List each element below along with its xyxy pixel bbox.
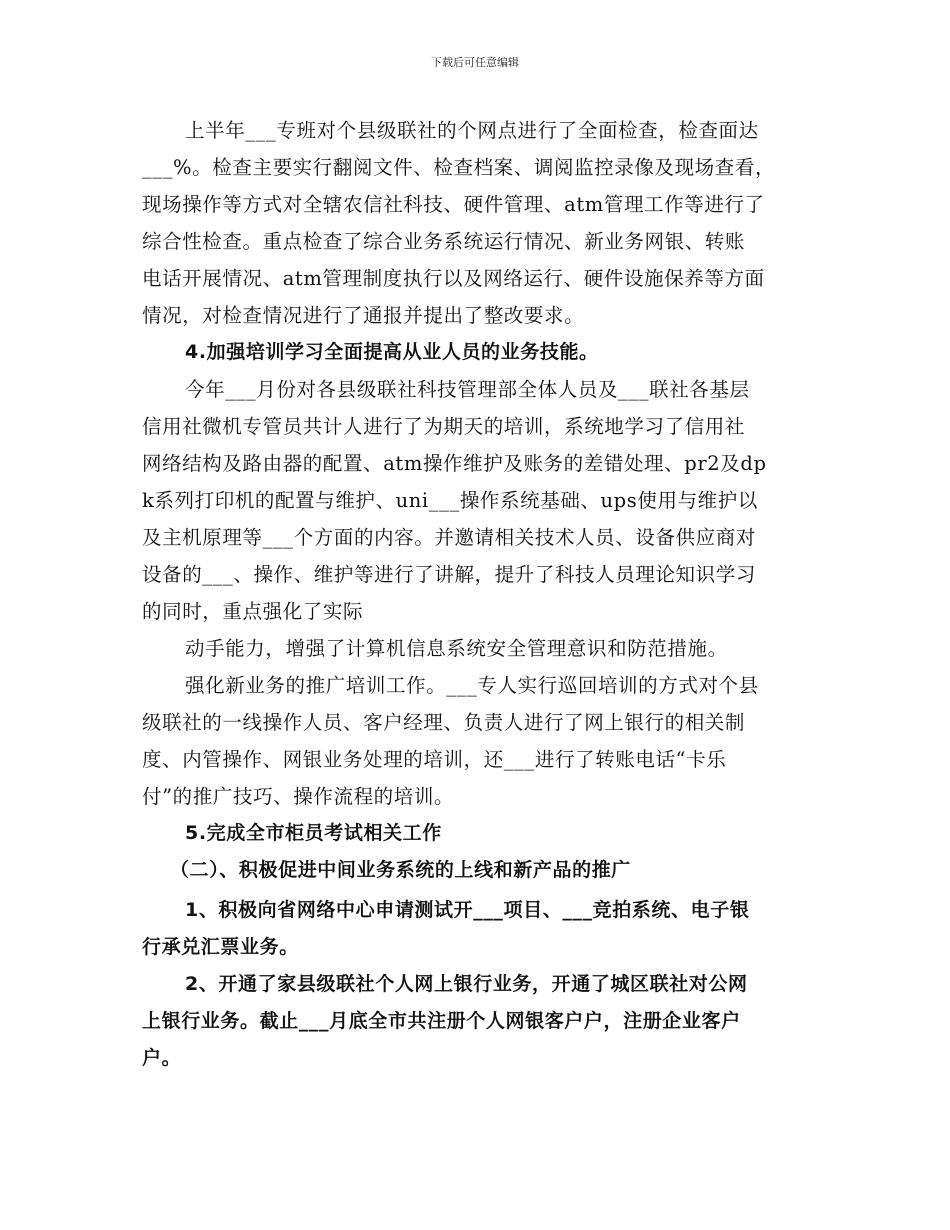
paragraph-line: 情况，对检查情况进行了通报并提出了整改要求。 bbox=[142, 304, 585, 327]
paragraph-line: 2、开通了家县级联社个人网上银行业务，开通了城区联社对公网 bbox=[185, 973, 748, 995]
paragraph-line: 强化新业务的推广培训工作。___专人实行巡回培训的方式对个县 bbox=[185, 674, 759, 697]
paragraph-line: 1、积极向省网络中心申请测试开___项目、___竞拍系统、电子银 bbox=[185, 899, 750, 921]
paragraph-line: 级联社的一线操作人员、客户经理、负责人进行了网上银行的相关制 bbox=[142, 711, 746, 734]
page-header: 下载后可任意编辑 bbox=[431, 56, 519, 69]
section-heading: （二）、积极促进中间业务系统的上线和新产品的推广 bbox=[170, 859, 631, 881]
paragraph-line: ___%。检查主要实行翻阅文件、检查档案、调阅监控录像及现场查看， bbox=[142, 156, 776, 179]
paragraph-line: 网络结构及路由器的配置、atm操作维护及账务的差错处理、pr2及dp bbox=[142, 452, 767, 475]
paragraph-line: 的同时，重点强化了实际 bbox=[142, 600, 364, 623]
paragraph-line: 户。 bbox=[142, 1047, 182, 1069]
section-heading: 4.加强培训学习全面提高从业人员的业务技能。 bbox=[185, 341, 599, 363]
paragraph-line: k系列打印机的配置与维护、uni___操作系统基础、ups使用与维护以 bbox=[142, 489, 758, 512]
paragraph-line: 现场操作等方式对全辖农信社科技、硬件管理、atm管理工作等进行了 bbox=[142, 193, 765, 216]
paragraph-line: 信用社微机专管员共计人进行了为期天的培训，系统地学习了信用社 bbox=[142, 415, 746, 438]
paragraph-line: 行承兑汇票业务。 bbox=[142, 936, 299, 958]
paragraph-line: 上半年___专班对个县级联社的个网点进行了全面检查，检查面达 bbox=[185, 119, 759, 142]
paragraph-line: 综合性检查。重点检查了综合业务系统运行情况、新业务网银、转账 bbox=[142, 230, 746, 253]
paragraph-line: 今年___月份对各县级联社科技管理部全体人员及___联社各基层 bbox=[185, 378, 750, 401]
paragraph-line: 电话开展情况、atm管理制度执行以及网络运行、硬件设施保养等方面 bbox=[142, 267, 765, 290]
paragraph-line: 动手能力，增强了计算机信息系统安全管理意识和防范措施。 bbox=[185, 637, 728, 660]
paragraph-line: 度、内管操作、网银业务处理的培训，还___进行了转账电话“卡乐 bbox=[142, 748, 727, 771]
paragraph-line: 设备的___、操作、维护等进行了讲解，提升了科技人员理论知识学习 bbox=[142, 563, 756, 586]
section-heading: 5.完成全市柜员考试相关工作 bbox=[185, 822, 442, 844]
paragraph-line: 付”的推广技巧、操作流程的培训。 bbox=[142, 785, 455, 808]
paragraph-line: 上银行业务。截止___月底全市共注册个人网银客户户，注册企业客户 bbox=[142, 1010, 741, 1032]
paragraph-line: 及主机原理等___个方面的内容。并邀请相关技术人员、设备供应商对 bbox=[142, 526, 756, 549]
